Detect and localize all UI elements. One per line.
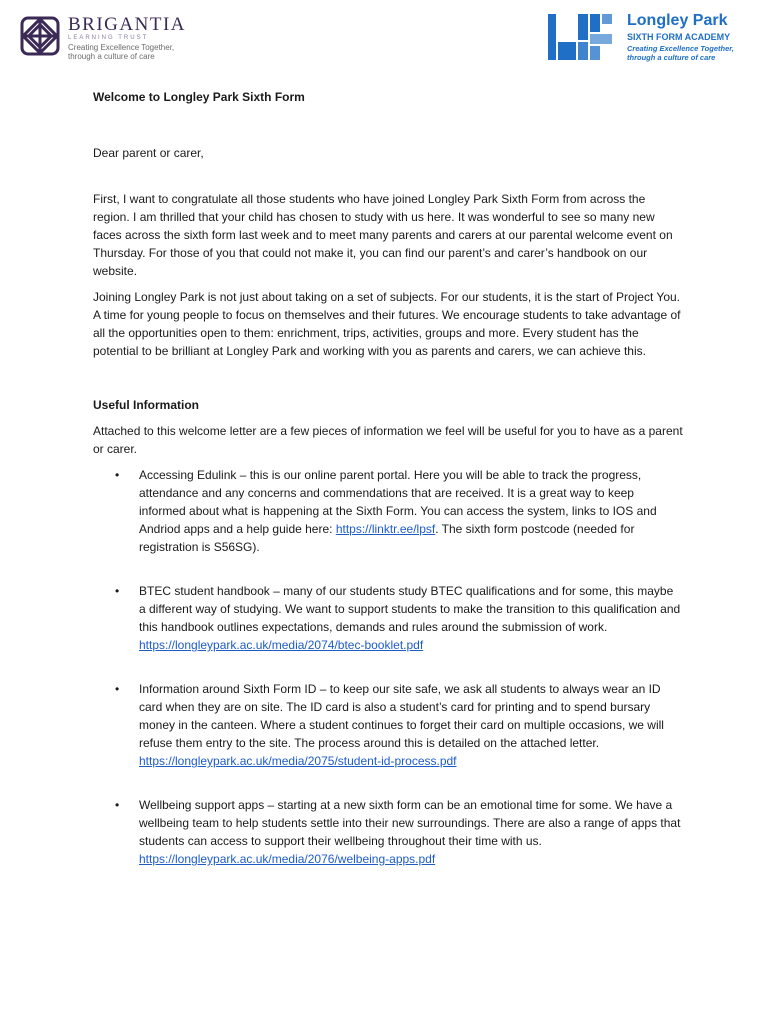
list-item-text: Wellbeing support apps – starting at a new sixth form can be an emotional time for some. We have a wellbeing team to help students settle into their new surroundings. There are also a range of apps that students can access to support their wellbeing throughout their time with us. — [139, 798, 681, 848]
longley-park-subtitle: SIXTH FORM ACADEMY — [627, 32, 731, 42]
brigantia-logo — [18, 14, 186, 64]
edulink-link[interactable]: https://linktr.ee/lpsf — [335, 522, 436, 536]
longley-park-logo — [546, 12, 756, 64]
bullet-icon: • — [115, 584, 120, 598]
list-item — [115, 582, 683, 654]
brigantia-tagline: Creating Excellence Together, — [68, 43, 175, 52]
paragraph: Joining Longley Park is not just about taking on a set of subjects. For our students, it is the start of Project You. A time for young people to focus on themselves and their futures. We encourage students to take advantage of all the opportunities open to them: enrichment, trips, activities, groups and more. Every student has the potential to be brilliant at Longley Park and working with you as parents and carers, we can achieve this. — [93, 290, 681, 358]
list-item-text: Accessing Edulink – this is our online parent portal. Here you will be able to track the progress, attendance and any concerns and commendations that are received. It is a great way to keep informed about what is happening at the Sixth Form. You can access the system, links to IOS and Andriod apps and a help guide here: — [139, 468, 657, 536]
section-heading: Useful Information — [93, 398, 200, 412]
longley-park-tagline: through a culture of care — [627, 53, 716, 62]
list-item-text: . The sixth form postcode (needed for registration is S56SG). — [139, 522, 635, 554]
list-item-text: Information around Sixth Form ID – to keep our site safe, we ask all students to always wear an ID card when they are on site. The ID card is also a student’s card for printing and to spend bursary money in the canteen. Where a student continues to forget their card on multiple occasions, we will refuse them entry to the site. The process around this is detailed on the attached letter. — [139, 682, 664, 750]
longley-park-tagline: Creating Excellence Together, — [627, 44, 734, 53]
section-intro: Attached to this welcome letter are a few pieces of information we feel will be useful for you to have as a parent or carer. — [93, 424, 683, 456]
letter-body — [93, 88, 683, 894]
list-item — [115, 466, 683, 556]
student-id-link[interactable]: https://longleypark.ac.uk/media/2075/student-id-process.pdf — [139, 754, 457, 768]
bullet-icon: • — [115, 798, 120, 812]
brigantia-knot-emblem — [18, 14, 62, 58]
list-item — [115, 796, 683, 868]
longley-park-emblem — [546, 12, 622, 62]
list-item — [115, 680, 683, 770]
paragraph: First, I want to congratulate all those students who have joined Longley Park Sixth Form from across the region. I am thrilled that your child has chosen to study with us here. It was wonderful to see so many new faces across the sixth form last week and to meet many parents and carers at our parental welcome event on Thursday. For those of you that could not make it, you can find our parent’s and carer’s handbook on our website. — [93, 192, 673, 278]
letterhead — [0, 0, 770, 80]
longley-park-name: Longley Park — [627, 12, 728, 29]
bullet-icon: • — [115, 468, 120, 482]
bullet-icon: • — [115, 682, 120, 696]
brigantia-subtitle: LEARNING TRUST — [68, 35, 149, 41]
brigantia-tagline: through a culture of care — [68, 52, 155, 61]
wellbeing-apps-link[interactable]: https://longleypark.ac.uk/media/2076/welbeing-apps.pdf — [139, 852, 436, 866]
list-item-text: BTEC student handbook – many of our students study BTEC qualifications and for some, this maybe a different way of studying. We want to support students to make the transition to this qualification and this handbook outlines expectations, demands and rules around the submission of work. — [139, 584, 681, 634]
salutation: Dear parent or carer, — [93, 146, 204, 160]
btec-booklet-link[interactable]: https://longleypark.ac.uk/media/2074/btec-booklet.pdf — [139, 638, 424, 652]
info-list — [93, 466, 683, 868]
letter-title: Welcome to Longley Park Sixth Form — [93, 90, 305, 104]
brigantia-name: BRIGANTIA — [68, 14, 186, 35]
